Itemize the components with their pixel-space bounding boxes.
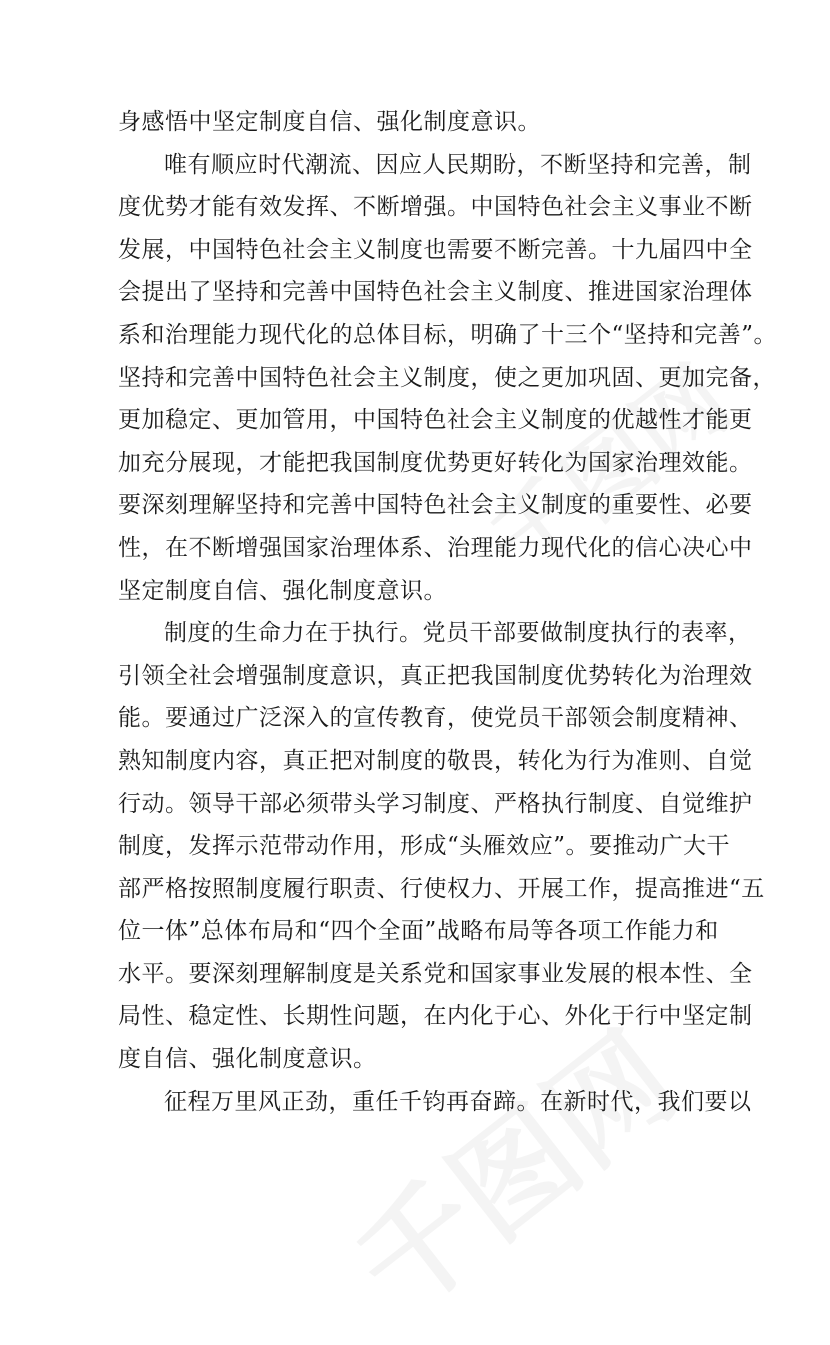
text-line: 引领全社会增强制度意识，真正把我国制度优势转化为治理效 — [118, 662, 753, 689]
text-line: 度优势才能有效发挥、不断增强。中国特色社会主义事业不断 — [118, 194, 753, 221]
text-line: 发展，中国特色社会主义制度也需要不断完善。十九届四中全 — [118, 236, 753, 263]
body-text — [118, 101, 778, 1123]
text-line: 部严格按照制度履行职责、行使权力、开展工作，提高推进“五 — [118, 875, 765, 902]
text-line: 能。要通过广泛深入的宣传教育，使党员干部领会制度精神、 — [118, 705, 753, 732]
text-line: 系和治理能力现代化的总体目标，明确了十三个“坚持和完善”。 — [118, 321, 778, 348]
text-line: 征程万里风正劲，重任千钧再奋蹄。在新时代，我们要以 — [164, 1088, 752, 1115]
text-line: 水平。要深刻理解制度是关系党和国家事业发展的根本性、全 — [118, 960, 753, 987]
text-line: 局性、稳定性、长期性问题，在内化于心、外化于行中坚定制 — [118, 1003, 753, 1030]
text-line: 度自信、强化制度意识。 — [118, 1046, 377, 1073]
text-line: 身感悟中坚定制度自信、强化制度意识。 — [118, 109, 541, 135]
text-line: 性，在不断增强国家治理体系、治理能力现代化的信心决心中 — [118, 534, 753, 561]
text-line: 熟知制度内容，真正把对制度的敬畏，转化为行为准则、自觉 — [118, 747, 753, 774]
text-line: 唯有顺应时代潮流、因应人民期盼，不断坚持和完善，制 — [164, 151, 752, 178]
text-line: 位一体”总体布局和“四个全面”战略布局等各项工作能力和 — [118, 918, 719, 945]
text-line: 更加稳定、更加管用，中国特色社会主义制度的优越性才能更 — [118, 407, 753, 434]
text-line: 行动。领导干部必须带头学习制度、严格执行制度、自觉维护 — [118, 790, 753, 817]
text-line: 制度，发挥示范带动作用，形成“头雁效应”。要推动广大干 — [118, 833, 731, 860]
text-line: 制度的生命力在于执行。党员干部要做制度执行的表率， — [164, 620, 752, 647]
text-line: 会提出了坚持和完善中国特色社会主义制度、推进国家治理体 — [118, 279, 753, 306]
text-line: 坚持和完善中国特色社会主义制度，使之更加巩固、更加完备， — [118, 364, 776, 391]
text-line: 要深刻理解坚持和完善中国特色社会主义制度的重要性、必要 — [118, 492, 753, 519]
text-line: 加充分展现，才能把我国制度优势更好转化为国家治理效能。 — [118, 449, 753, 476]
text-line: 坚定制度自信、强化制度意识。 — [118, 577, 447, 604]
